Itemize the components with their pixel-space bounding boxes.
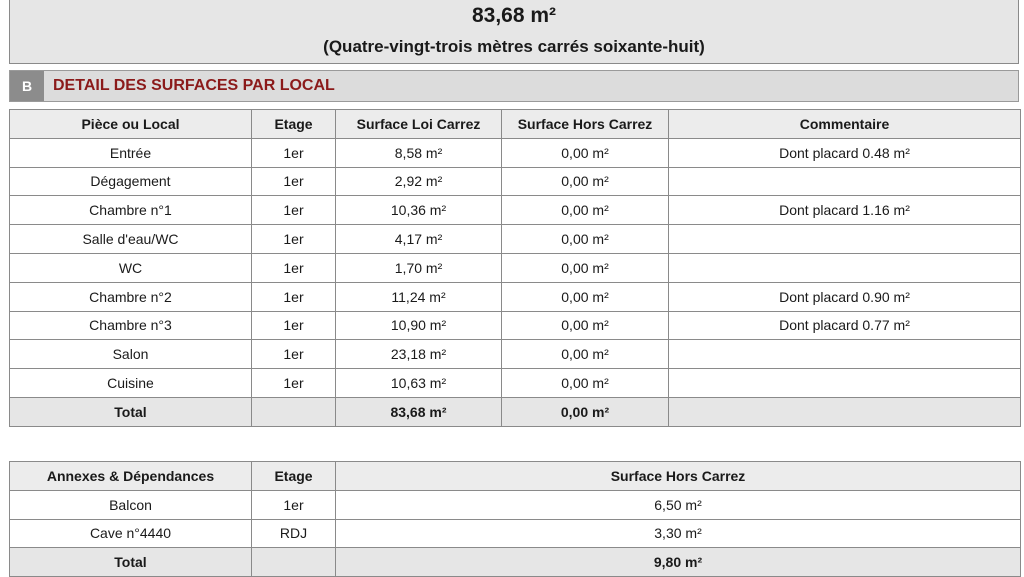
- comment-cell: Dont placard 0.90 m²: [669, 282, 1021, 311]
- table-row: [10, 340, 1021, 369]
- non-carrez-surface-cell: 0,00 m²: [502, 369, 669, 398]
- carrez-surface-cell: 2,92 m²: [336, 167, 502, 196]
- floor-cell: 1er: [252, 167, 336, 196]
- column-header-floor: Etage: [252, 462, 336, 491]
- comment-cell: Dont placard 0.77 m²: [669, 311, 1021, 340]
- total-room-name-cell: Total: [10, 397, 252, 426]
- column-header-non-carrez-surface: Surface Hors Carrez: [502, 110, 669, 139]
- table-header-row: [10, 462, 1021, 491]
- annexes-surface-table: [9, 461, 1021, 577]
- room-name-cell: Salon: [10, 340, 252, 369]
- column-header-non-carrez-surface: Surface Hors Carrez: [336, 462, 1021, 491]
- total-floor-cell: [252, 397, 336, 426]
- carrez-surface-cell: 11,24 m²: [336, 282, 502, 311]
- table-row: [10, 490, 1021, 519]
- non-carrez-surface-cell: 0,00 m²: [502, 225, 669, 254]
- comment-cell: Dont placard 0.48 m²: [669, 138, 1021, 167]
- floor-cell: 1er: [252, 138, 336, 167]
- room-name-cell: Cuisine: [10, 369, 252, 398]
- floor-cell: 1er: [252, 311, 336, 340]
- floor-cell: 1er: [252, 340, 336, 369]
- column-header-carrez-surface: Surface Loi Carrez: [336, 110, 502, 139]
- carrez-surface-cell: 23,18 m²: [336, 340, 502, 369]
- room-name-cell: Salle d'eau/WC: [10, 225, 252, 254]
- room-name-cell: WC: [10, 253, 252, 282]
- carrez-surface-cell: 10,63 m²: [336, 369, 502, 398]
- room-name-cell: Chambre n°1: [10, 196, 252, 225]
- annex-name-cell: Balcon: [10, 490, 252, 519]
- total-area-value: 83,68 m²: [471, 4, 557, 27]
- total-surface-box: [9, 0, 1019, 64]
- comment-cell: Dont placard 1.16 m²: [669, 196, 1021, 225]
- non-carrez-surface-cell: 0,00 m²: [502, 196, 669, 225]
- table-row: [10, 167, 1021, 196]
- total-non-carrez-surface-cell: 0,00 m²: [502, 397, 669, 426]
- section-title: DETAIL DES SURFACES PAR LOCAL: [53, 77, 335, 94]
- total-comment-cell: [669, 397, 1021, 426]
- room-name-cell: Chambre n°2: [10, 282, 252, 311]
- carrez-surface-cell: 4,17 m²: [336, 225, 502, 254]
- comment-cell: [669, 167, 1021, 196]
- section-header: [9, 70, 1019, 102]
- carrez-surface-cell: 1,70 m²: [336, 253, 502, 282]
- column-header-comment: Commentaire: [669, 110, 1021, 139]
- total-carrez-surface-cell: 83,68 m²: [336, 397, 502, 426]
- total-row: [10, 397, 1021, 426]
- table-row: [10, 196, 1021, 225]
- column-header-floor: Etage: [252, 110, 336, 139]
- floor-cell: 1er: [252, 253, 336, 282]
- comment-cell: [669, 225, 1021, 254]
- floor-cell: RDJ: [252, 519, 336, 548]
- comment-cell: [669, 369, 1021, 398]
- floor-cell: 1er: [252, 490, 336, 519]
- carrez-surface-cell: 8,58 m²: [336, 138, 502, 167]
- room-name-cell: Chambre n°3: [10, 311, 252, 340]
- floor-cell: 1er: [252, 196, 336, 225]
- floor-cell: 1er: [252, 369, 336, 398]
- section-letter-badge: B: [10, 71, 44, 101]
- non-carrez-surface-cell: 0,00 m²: [502, 340, 669, 369]
- table-row: [10, 138, 1021, 167]
- annex-name-cell: Cave n°4440: [10, 519, 252, 548]
- comment-cell: [669, 253, 1021, 282]
- non-carrez-surface-cell: 0,00 m²: [502, 167, 669, 196]
- non-carrez-surface-cell: 0,00 m²: [502, 282, 669, 311]
- table-row: [10, 311, 1021, 340]
- total-row: [10, 548, 1021, 577]
- total-floor-cell: [252, 548, 336, 577]
- column-header-annex: Annexes & Dépendances: [10, 462, 252, 491]
- carrez-surface-cell: 10,36 m²: [336, 196, 502, 225]
- non-carrez-surface-cell: 0,00 m²: [502, 253, 669, 282]
- total-annex-name-cell: Total: [10, 548, 252, 577]
- non-carrez-surface-cell: 0,00 m²: [502, 311, 669, 340]
- total-area-in-words: (Quatre-vingt-trois mètres carrés soixante-huit): [323, 37, 705, 56]
- room-name-cell: Entrée: [10, 138, 252, 167]
- rooms-surface-table: [9, 109, 1021, 427]
- non-carrez-surface-cell: 0,00 m²: [502, 138, 669, 167]
- comment-cell: [669, 340, 1021, 369]
- floor-cell: 1er: [252, 225, 336, 254]
- table-row: [10, 282, 1021, 311]
- table-row: [10, 225, 1021, 254]
- non-carrez-surface-cell: 6,50 m²: [336, 490, 1021, 519]
- table-row: [10, 369, 1021, 398]
- table-row: [10, 253, 1021, 282]
- non-carrez-surface-cell: 3,30 m²: [336, 519, 1021, 548]
- floor-cell: 1er: [252, 282, 336, 311]
- table-row: [10, 519, 1021, 548]
- room-name-cell: Dégagement: [10, 167, 252, 196]
- column-header-room: Pièce ou Local: [10, 110, 252, 139]
- total-non-carrez-surface-cell: 9,80 m²: [336, 548, 1021, 577]
- carrez-surface-cell: 10,90 m²: [336, 311, 502, 340]
- table-header-row: [10, 110, 1021, 139]
